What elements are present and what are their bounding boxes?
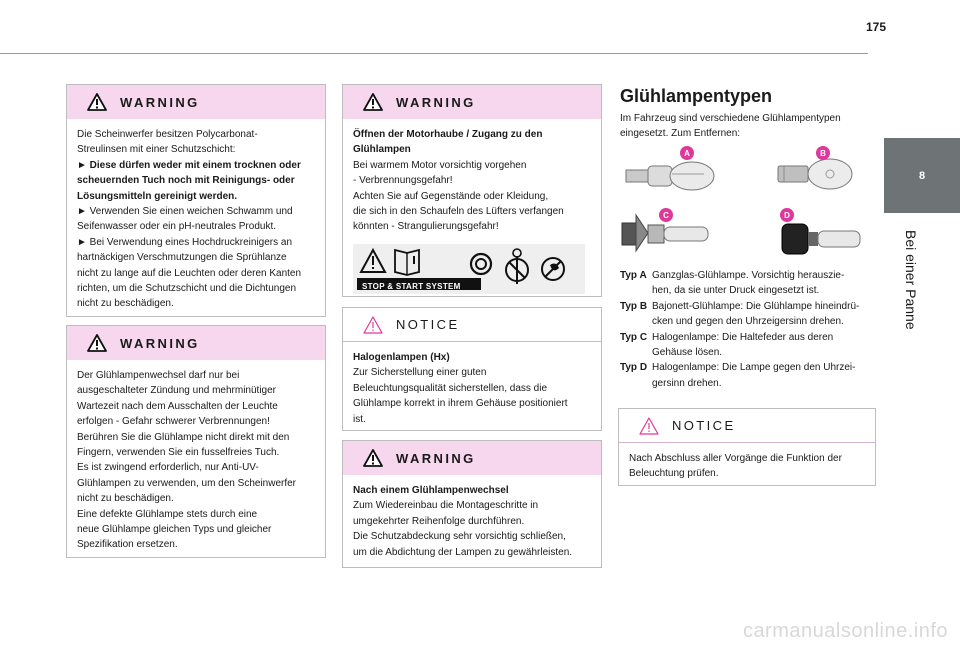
text-line: ► Diese dürfen weder mit einem trocknen oder: [77, 159, 301, 171]
text-line: scheuernden Tuch noch mit Reinigungs- oder: [77, 175, 295, 187]
warning-triangle-icon: [363, 449, 383, 467]
warning-header: [343, 85, 601, 119]
lamp-type-desc: Halogenlampe: Die Lampe gegen den Uhrzei- gersinn drehen.: [652, 362, 856, 389]
text-line: Wartezeit nach dem Ausschalten der Leuchte: [77, 400, 278, 412]
warning-triangle-icon: [87, 93, 107, 111]
section-intro: [620, 111, 841, 141]
chapter-title: Bei einer Panne: [903, 230, 919, 330]
warning-text: [67, 119, 325, 312]
text-line: Nach einem Glühlampenwechsel: [353, 485, 509, 496]
text-line: Berühren Sie die Glühlampe nicht direkt mit den: [77, 431, 290, 443]
notice-label: NOTICE: [672, 418, 736, 433]
text-line: Halogenlampen (Hx): [353, 352, 450, 363]
warning-text: [343, 119, 601, 294]
lamp-type-key: Typ A: [620, 270, 647, 281]
warning-box-after-change: [342, 440, 602, 568]
stop-start-pictograms: [353, 244, 585, 294]
text-line: umgekehrter Reihenfolge durchführen.: [353, 515, 525, 527]
text-line: ► Verwenden Sie einen weichen Schwamm und: [77, 206, 293, 218]
lamp-type-row: [620, 360, 859, 391]
notice-box-final-check: [618, 408, 876, 486]
text-line: ► Bei Verwendung eines Hochdruckreinigers an: [77, 236, 293, 248]
notice-header: [343, 308, 601, 342]
lamp-type-desc: Ganzglas-Glühlampe. Vorsichtig herauszie- hen, da sie unter Druck eingesetzt ist.: [652, 270, 845, 297]
lamp-b-illustration: [770, 148, 860, 194]
warning-box-bulb-change: [66, 325, 326, 558]
watermark: carmanualsonline.info: [742, 620, 948, 642]
text-line: Streulinsen mit einer Schutzschicht:: [77, 144, 236, 156]
text-line: Öffnen der Motorhaube / Zugang zu den: [353, 129, 543, 140]
text-line: nicht zu beschädigen.: [77, 493, 174, 505]
lamp-badge-d: D: [780, 208, 794, 222]
warning-header: [67, 326, 325, 360]
text-line: Glühlampen: [353, 144, 411, 156]
text-line: könnten - Strangulierungsgefahr!: [353, 221, 499, 233]
text-line: nicht zu beschädigen.: [77, 298, 174, 310]
text-line: Bei warmem Motor vorsichtig vorgehen: [353, 159, 527, 171]
warning-text: [343, 475, 601, 560]
warning-label: WARNING: [120, 335, 200, 351]
text-line: die sich in den Schaufeln des Lüfters verfangen: [353, 206, 564, 218]
text-line: um die Abdichtung der Lampen zu gewährleisten.: [353, 546, 573, 558]
notice-label: NOTICE: [396, 317, 460, 332]
lamp-type-desc: Halogenlampe: Die Haltefeder aus deren Gehäuse lösen.: [652, 331, 834, 359]
text-line: Glühlampe korrekt in ihrem Gehäuse positioniert: [353, 398, 568, 410]
lamp-type-key: Typ D: [620, 362, 648, 374]
notice-triangle-icon: [639, 417, 659, 435]
text-line: ausgeschalteter Zündung und mehrminütiger: [77, 385, 277, 397]
text-line: Der Glühlampenwechsel darf nur bei: [77, 370, 240, 381]
warning-triangle-icon: [363, 93, 383, 111]
text-line: ist.: [353, 413, 366, 425]
lamp-a-illustration: [620, 148, 716, 194]
warning-box-hood: [342, 84, 602, 297]
lamp-type-row: [620, 330, 859, 361]
lamp-type-desc: Bajonett-Glühlampe: Die Glühlampe hineindrü- cken und gegen den Uhrzeigersinn drehen.: [652, 300, 860, 328]
chapter-number: 8: [918, 169, 926, 182]
warning-header: [67, 85, 325, 119]
text-line: Fingern, verwenden Sie ein fusselfreies Tuch.: [77, 447, 280, 459]
text-line: Die Scheinwerfer besitzen Polycarbonat-: [77, 129, 258, 140]
text-line: - Verbrennungsgefahr!: [353, 175, 453, 187]
top-divider: [0, 53, 868, 54]
text-line: richten, um die Schutzschicht und die Dichtungen: [77, 283, 297, 295]
notice-header: [619, 409, 875, 443]
text-line: Eine defekte Glühlampe stets durch eine: [77, 508, 258, 520]
warning-box-polycarbonate: [66, 84, 326, 317]
text-line: Es ist zwingend erforderlich, nur Anti-UV-: [77, 462, 259, 474]
page-number: 175: [865, 20, 886, 34]
lamp-type-key: Typ B: [620, 300, 648, 312]
lamp-badge-c: C: [659, 208, 673, 222]
warning-label: WARNING: [120, 94, 200, 110]
text-line: Zum Wiedereinbau die Montageschritte in: [353, 500, 539, 512]
text-line: hartnäckigen Verschmutzungen die Sprühlanze: [77, 252, 287, 264]
text-line: neue Glühlampe gleichen Typs und gleicher: [77, 524, 272, 536]
text-line: Seifenwasser oder ein pH-neutrales Produkt.: [77, 221, 276, 233]
lamp-type-row: [620, 268, 859, 299]
warning-label: WARNING: [396, 450, 476, 466]
text-line: Lösungsmitteln gereinigt werden.: [77, 190, 238, 202]
lamp-badge-a: A: [680, 146, 694, 160]
text-line: Zur Sicherstellung einer guten: [353, 367, 487, 379]
warning-text: [67, 360, 325, 553]
notice-text: [619, 443, 875, 482]
warning-label: WARNING: [396, 94, 476, 110]
text-line: Im Fahrzeug sind verschiedene Glühlampentypen: [620, 113, 841, 124]
lamp-type-row: [620, 299, 859, 330]
text-line: Spezifikation ersetzen.: [77, 539, 178, 551]
section-title: Glühlampentypen: [620, 86, 773, 106]
text-line: nicht zu lange auf die Leuchten oder deren Kanten: [77, 267, 302, 279]
notice-text: [343, 342, 601, 427]
text-line: erfolgen - Gefahr schwerer Verbrennungen!: [77, 416, 270, 428]
text-line: Beleuchtungsqualität sicherstellen, dass die: [353, 382, 548, 394]
text-line: Achten Sie auf Gegenstände oder Kleidung,: [353, 190, 549, 202]
warning-triangle-icon: [87, 334, 107, 352]
notice-box-halogen: [342, 307, 602, 431]
notice-triangle-icon: [363, 316, 383, 334]
text-line: eingesetzt. Zum Entfernen:: [620, 128, 741, 139]
text-line: Beleuchtung prüfen.: [629, 468, 719, 480]
lamp-type-list: [620, 268, 859, 391]
warning-header: [343, 441, 601, 475]
lamp-badge-b: B: [816, 146, 830, 160]
chapter-tab[interactable]: [884, 138, 960, 213]
stop-start-label: STOP & START SYSTEM: [362, 281, 461, 291]
lamp-type-key: Typ C: [620, 331, 648, 343]
text-line: Nach Abschluss aller Vorgänge die Funktion der: [629, 453, 842, 464]
text-line: Die Schutzabdeckung sehr vorsichtig schließen,: [353, 531, 566, 543]
text-line: Glühlampen zu verwenden, um den Scheinwerfer: [77, 477, 297, 489]
